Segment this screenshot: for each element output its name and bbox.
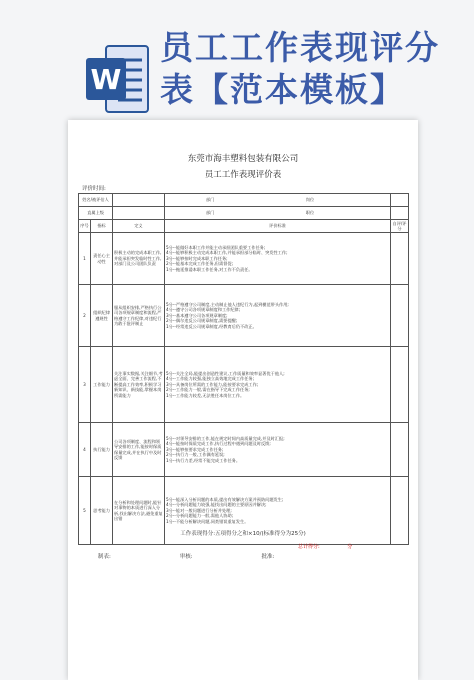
- row-criteria: [165, 233, 391, 285]
- table-row: [79, 423, 409, 477]
- evaluatee-label: 姓名/被评估人: [79, 194, 113, 207]
- criteria-line: 2分--工作能力一般,需在指导下完成工作任务;: [166, 387, 250, 393]
- criteria-line: 2分--分析问题能力一般,需他人协助;: [166, 513, 234, 519]
- info-row-evaluatee: [79, 194, 409, 207]
- criteria-line: 5分--能做好本职工作并能主动承担团队重要工作任务;: [166, 244, 266, 250]
- criteria-line: 1分--不能分析解决问题,同类错误重复发生。: [166, 519, 249, 525]
- row-definition: 关注事实数据,关注细节,考虑全面、完善工作流程,不断提高工作效率,积极学习新知识、新技能,掌握本岗所需能力: [113, 347, 165, 423]
- banner-title-line2: 表【范本模板】: [160, 70, 405, 109]
- criteria-line: 3分--能够按要求完成工作任务;: [166, 446, 224, 452]
- evaluation-table: [78, 193, 409, 545]
- row-no: 5: [79, 477, 91, 545]
- row-definition: 积极主动的完成本职工作,并能承担突发临时性工作,对部门及公司团队负责: [113, 233, 165, 285]
- row-criteria: [165, 423, 391, 477]
- row-score: [391, 233, 409, 285]
- total-formula: 工作表现得分:五项得分之和×10/(标准得分为25分): [180, 531, 306, 537]
- row-definition: 公司各项制度、流程和领导安排的工作,能按时保质保量完成,并在执行中及时反馈: [113, 423, 165, 477]
- criteria-line: 2分--偶尔违反公司规章制度,需要提醒;: [166, 318, 238, 324]
- row-item: 思考能力: [91, 477, 113, 545]
- banner-title-line1: 员工工作表现评分: [160, 28, 440, 67]
- row-no: 1: [79, 233, 91, 285]
- post2-label: 职位: [305, 210, 315, 216]
- svg-text:W: W: [90, 63, 122, 96]
- row-item: 执行能力: [91, 423, 113, 477]
- document-page: [68, 120, 418, 680]
- form-title: 员工工作表现评价表: [204, 170, 282, 180]
- criteria-line: 5分--严格遵守公司制度,主动制止他人违纪行为,起到模范带头作用;: [166, 301, 289, 307]
- row-definition: 服从组织安排,严格执行公司各项规章制度和流程,严格遵守工作纪律,对违纪行为敢于批评制止: [113, 285, 165, 347]
- company-name: 东莞市海丰塑料包装有限公司: [187, 154, 299, 164]
- row-definition: 在分析和处理问题时,能针对事物的本质进行深入分析,找出解决方法,避免重复出错: [113, 477, 165, 545]
- criteria-line: 4分--分析问题能力较强,能找出问题的主要原因并解决;: [166, 502, 267, 508]
- criteria-line: 5分--关注全局,能提出创造性建议,工作质量和效率显著优于他人;: [166, 370, 285, 376]
- evaluator-value: [113, 207, 165, 220]
- dept2-post2-cell: [165, 207, 391, 220]
- info-row-evaluator: [79, 207, 409, 220]
- eval-time-label: 评价时间:: [82, 186, 106, 192]
- criteria-line: 5分--能深入分析问题的本质,提出有效解决方案并预防问题发生;: [166, 496, 284, 502]
- header-item: 指标: [91, 220, 113, 233]
- criteria-line: 3分--具备岗位所需的工作能力,能按要求完成工作;: [166, 381, 259, 387]
- sign-maker: 制表:: [98, 554, 111, 560]
- table-row: [79, 233, 409, 285]
- row-item: 工作能力: [91, 347, 113, 423]
- total-score-unit: 分: [347, 544, 353, 550]
- criteria-line: 1分--拖延推诿本职工作任务,对工作不负责任。: [166, 267, 253, 273]
- header-def: 定义: [113, 220, 165, 233]
- row-no: 3: [79, 347, 91, 423]
- info-blank-2: [391, 207, 409, 220]
- table-header: [79, 220, 409, 233]
- row-score: [391, 285, 409, 347]
- criteria-rows: [79, 233, 409, 545]
- criteria-line: 1分--经常违反公司规章制度,经教育后仍不改正。: [166, 324, 257, 330]
- info-blank: [391, 194, 409, 207]
- row-no: 4: [79, 423, 91, 477]
- table-row: [79, 347, 409, 423]
- criteria-line: 3分--能够按时完成本职工作任务;: [166, 255, 228, 261]
- criteria-line: 3分--基本遵守公司各项规章制度;: [166, 312, 228, 318]
- post-label: 岗位: [305, 197, 315, 203]
- dept-post-cell: [165, 194, 391, 207]
- sign-approver: 批准:: [261, 554, 275, 560]
- criteria-line: 4分--遵守公司各项规章制度和工作纪律;: [166, 307, 241, 313]
- row-item: 组织纪律遵规性: [91, 285, 113, 347]
- evaluatee-value: [113, 194, 165, 207]
- sign-reviewer: 审核:: [179, 554, 193, 560]
- criteria-line: 3分--能对一般问题进行分析并处理;: [166, 507, 232, 513]
- dept-label: 部门: [206, 197, 215, 203]
- row-score: [391, 423, 409, 477]
- criteria-line: 4分--工作能力较强,能独立高效地完成工作任务;: [166, 376, 255, 382]
- row-no: 2: [79, 285, 91, 347]
- criteria-line: 4分--能按时保质完成工作,执行过程中遇到问题及时反馈;: [166, 441, 271, 447]
- word-doc-icon: [86, 44, 150, 114]
- criteria-line: 2分--能基本完成工作任务,但需督促;: [166, 261, 234, 267]
- criteria-line: 1分--工作能力较差,无法胜任本岗位工作。: [166, 393, 245, 399]
- total-score: [298, 543, 352, 550]
- row-criteria: [165, 347, 391, 423]
- total-score-label: 总计得分:: [298, 544, 320, 550]
- criteria-line: 5分--对领导安排的工作,能在规定时间内高质量完成,并及时汇报;: [166, 435, 285, 441]
- header-score: 自评/评分: [391, 220, 409, 233]
- criteria-line: 1分--执行力差,经常不能完成工作任务。: [166, 458, 241, 464]
- dept2-label: 部门: [206, 210, 215, 216]
- signature-row: [98, 552, 398, 560]
- table-row: [79, 285, 409, 347]
- evaluator-label: 直属上级: [79, 207, 113, 220]
- criteria-line: 4分--能够积极主动完成本职工作,并能承担部分临时、突发性工作;: [166, 250, 288, 256]
- header-criteria: 评价标准: [165, 220, 391, 233]
- row-criteria: [165, 285, 391, 347]
- criteria-line: 2分--执行力一般,工作偶有延误;: [166, 452, 225, 458]
- row-score: [391, 347, 409, 423]
- banner: [0, 0, 474, 128]
- header-no: 序号: [79, 220, 91, 233]
- row-item: 责任心主动性: [91, 233, 113, 285]
